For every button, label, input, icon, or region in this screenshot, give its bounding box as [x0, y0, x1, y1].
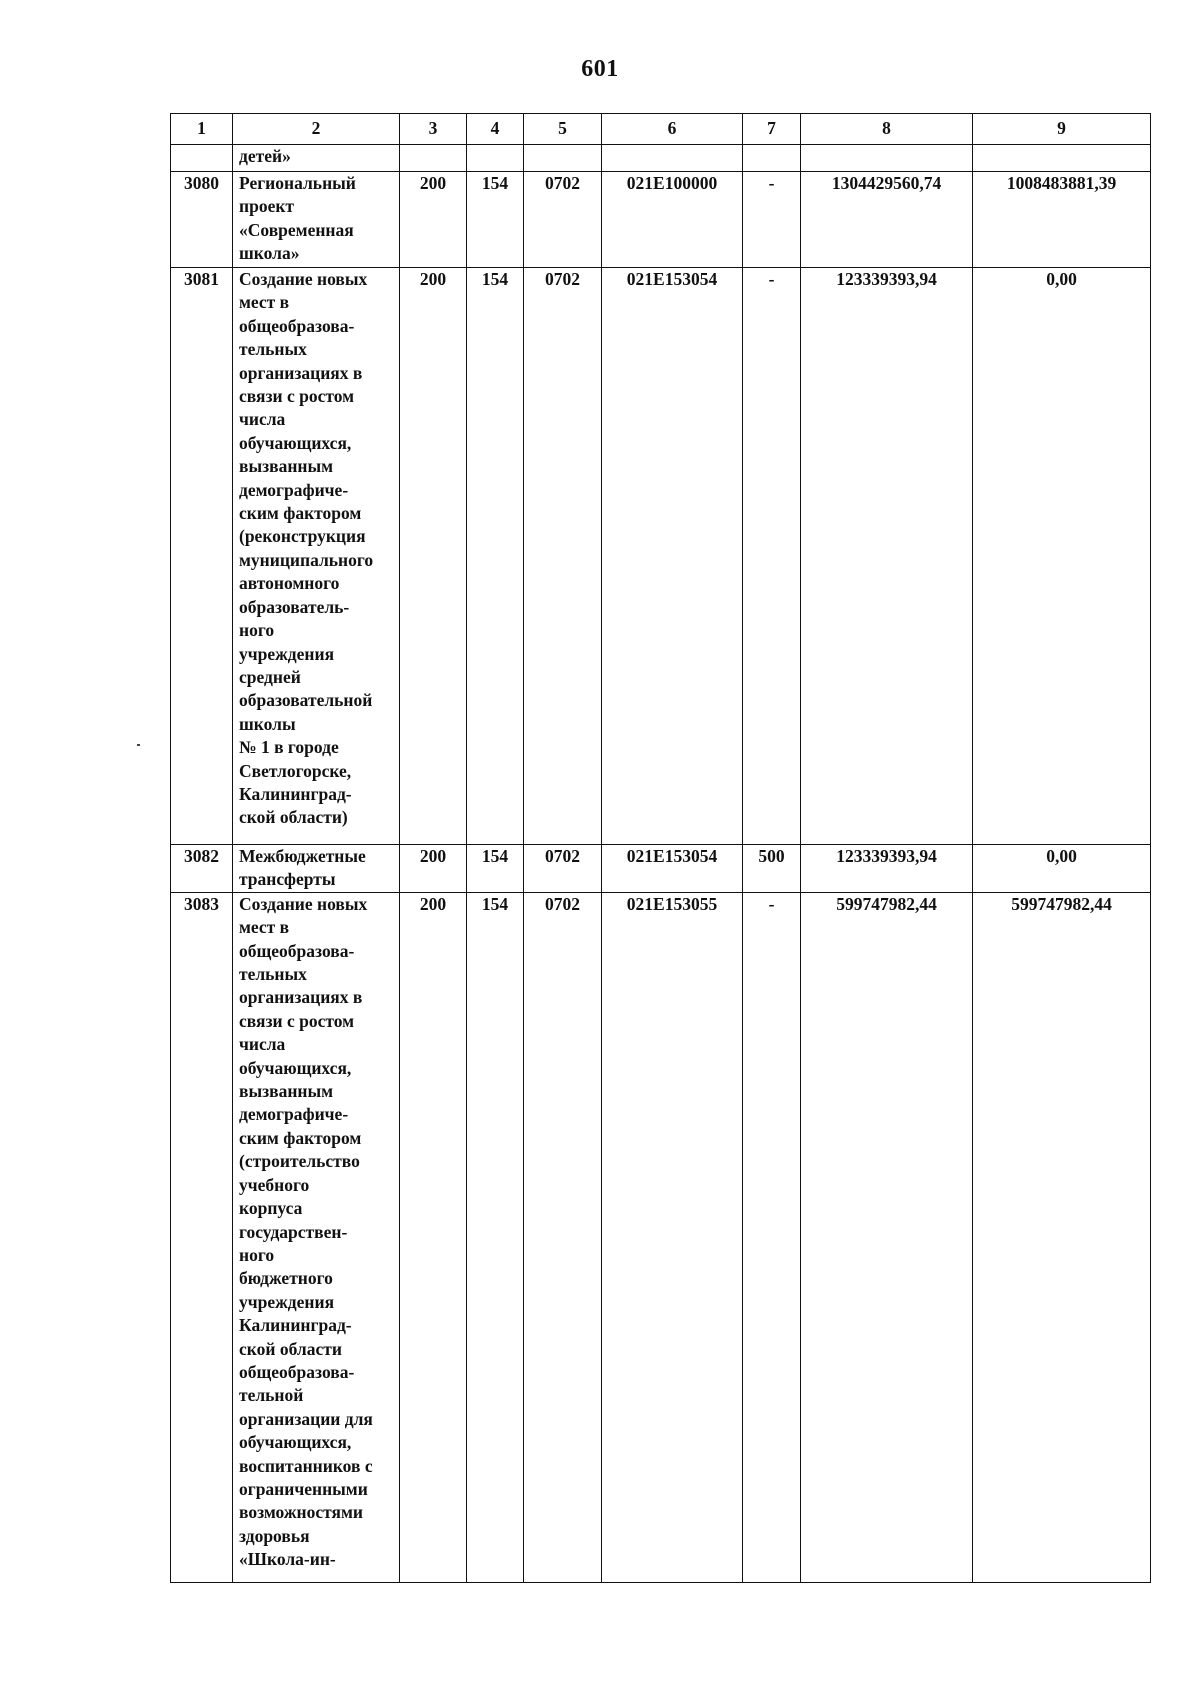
row-number: 3080 — [171, 172, 233, 268]
column-header-9: 9 — [973, 114, 1151, 145]
cell-col3: 200 — [400, 268, 467, 845]
cell-col8: 123339393,94 — [801, 845, 973, 893]
cell-col3: 200 — [400, 172, 467, 268]
cell-col6: 021E100000 — [602, 172, 743, 268]
row-name: Региональный проект «Современная школа» — [233, 172, 400, 268]
cell-col9: 599747982,44 — [973, 892, 1151, 1582]
cell-col9: 1008483881,39 — [973, 172, 1151, 268]
column-header-6: 6 — [602, 114, 743, 145]
row-number: 3081 — [171, 268, 233, 845]
cell-col4: 154 — [467, 845, 524, 893]
row-number: 3083 — [171, 892, 233, 1582]
cell-col3: 200 — [400, 845, 467, 893]
column-header-5: 5 — [524, 114, 602, 145]
row-name: Создание новых мест в общеобразова- тельных организациях в связи с ростом числа обучающихся, вызванным демографиче- ским фактором (строительство учебного корпуса государствен- ного бюджетного учреждения Калининград- ской области общеобразова- тельной организации для обучающихся, воспитанников с ограниченными возможностями здоровья «Школа-ин- — [233, 892, 400, 1582]
cell-col4: 154 — [467, 892, 524, 1582]
cell-col5: 0702 — [524, 268, 602, 845]
cell-col5: 0702 — [524, 845, 602, 893]
table-row — [171, 268, 1151, 845]
table-row — [171, 892, 1151, 1582]
cell-col4: 154 — [467, 268, 524, 845]
row-name: Создание новых мест в общеобразова- тельных организациях в связи с ростом числа обучающихся, вызванным демографиче- ским фактором (реконструкция муниципального автономного образователь- ного учреждения средней образовательной школы № 1 в городе Светлогорске, Калининград- ской области) — [233, 268, 400, 845]
scan-mark — [137, 744, 140, 746]
budget-table — [170, 113, 1151, 1583]
cell-col7: 500 — [743, 845, 801, 893]
continuation-text: детей» — [233, 145, 400, 172]
cell-col5: 0702 — [524, 892, 602, 1582]
cell-col5: 0702 — [524, 172, 602, 268]
cell-col6: 021E153055 — [602, 892, 743, 1582]
continuation-row — [171, 145, 1151, 172]
cell-col6: 021E153054 — [602, 268, 743, 845]
table-row — [171, 845, 1151, 893]
page-number: 601 — [581, 56, 619, 82]
row-name: Межбюджетные трансферты — [233, 845, 400, 893]
column-header-4: 4 — [467, 114, 524, 145]
cell-col9: 0,00 — [973, 845, 1151, 893]
cell-col4: 154 — [467, 172, 524, 268]
cell-col7: - — [743, 172, 801, 268]
cell-col6: 021E153054 — [602, 845, 743, 893]
column-header-1: 1 — [171, 114, 233, 145]
cell-col3: 200 — [400, 892, 467, 1582]
column-header-2: 2 — [233, 114, 400, 145]
cell-col8: 1304429560,74 — [801, 172, 973, 268]
cell-col7: - — [743, 268, 801, 845]
cell-col7: - — [743, 892, 801, 1582]
cell-col9: 0,00 — [973, 268, 1151, 845]
row-number: 3082 — [171, 845, 233, 893]
cell-col8: 599747982,44 — [801, 892, 973, 1582]
column-header-7: 7 — [743, 114, 801, 145]
table-row — [171, 172, 1151, 268]
column-header-8: 8 — [801, 114, 973, 145]
column-header-3: 3 — [400, 114, 467, 145]
cell-col8: 123339393,94 — [801, 268, 973, 845]
header-row — [171, 114, 1151, 145]
